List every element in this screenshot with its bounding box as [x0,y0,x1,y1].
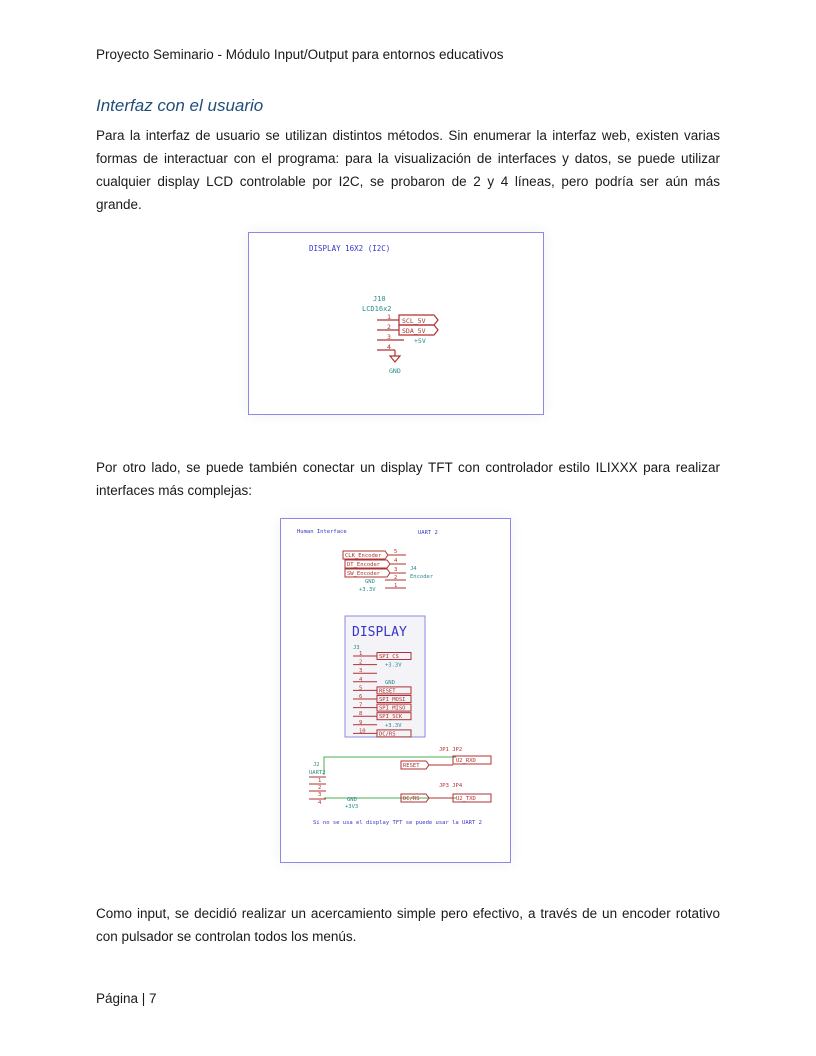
net-label: SPI_CS [379,654,399,660]
net-label: GND [385,679,395,686]
jumper-label: JP3 JP4 [439,783,463,789]
net-label: SPI_SCK [379,714,403,721]
connector-ref: J2 [313,762,320,768]
section-title: Interfaz con el usuario [96,96,264,115]
pin-number: 1 [318,778,322,784]
power-label: +3.3V [359,587,376,593]
pin-number: 2 [318,785,322,791]
pin-number: 2 [394,575,398,581]
power-label: +3V3 [345,804,359,810]
connector-ref: J10 [373,295,386,303]
net-label: SPI_MISO [379,705,406,712]
pin-number: 10 [359,728,366,735]
gnd-label: GND [365,579,375,585]
jumper-label: JP1 JP2 [439,747,463,753]
display-title: DISPLAY [352,625,407,640]
connector-ref: J3 [353,645,360,651]
pin-number: 3 [387,333,391,341]
pin-number: 1 [394,583,398,589]
gnd-label: GND [347,797,357,803]
pin-number: 4 [359,676,363,683]
net-label-sda: SDA_5V [402,327,426,335]
pin-number: 4 [387,343,391,351]
pin-number: 8 [359,711,363,718]
power-label: +5V [414,337,426,345]
lcd-schematic-figure [248,232,544,415]
pin-number: 7 [359,702,363,709]
gnd-label: GND [389,367,401,375]
net-label: RESET [403,763,420,769]
net-label: DC/RS [403,796,420,802]
figure-title: DISPLAY 16X2 (I2C) [309,244,391,253]
connector-part: LCD16x2 [362,305,392,313]
net-label-scl: SCL_5V [402,317,426,325]
uart-title: UART 2 [418,530,438,536]
paragraph-tft: Por otro lado, se puede también conectar un display TFT con controlador estilo ILIXXX para realizar interfaces más complejas: [96,460,720,498]
pin-number: 4 [394,558,398,564]
net-label: CLK_Encoder [345,553,382,559]
pin-number: 3 [359,668,363,675]
net-label: U2_TXD [456,796,476,802]
connector-part: Encoder [410,574,434,580]
net-label: U2_RXD [456,758,476,764]
paragraph-encoder: Como input, se decidió realizar un acercamiento simple pero efectivo, a través de un encoder rotativo con pulsador se controlan todos los menús. [96,906,720,944]
pin-number: 5 [359,685,363,692]
pin-number: 4 [318,800,322,806]
net-label: DC/RS [379,731,396,738]
pin-number: 1 [359,651,363,657]
connector-part: UART2 [309,770,326,776]
connector-ref: J4 [410,566,417,572]
pin-number: 5 [394,549,398,555]
paragraph-intro: Para la interfaz de usuario se utilizan distintos métodos. Sin enumerar la interfaz web, existen varias formas de interactuar con el programa: para la visualización de interfaces y datos, se puede utilizar cualquier display LCD controlable por I2C, se probaron de 2 y 4 líneas, pero podría ser aún más grande. [96,128,720,212]
page-header: Proyecto Seminario - Módulo Input/Output para entornos educativos [96,47,504,62]
net-label: +3.3V [385,722,402,729]
pin-number: 1 [387,313,391,321]
pin-number: 2 [359,659,363,666]
pin-number: 3 [318,792,322,798]
net-label: SPI_MOSI [379,697,406,703]
page-footer: Página | 7 [96,991,157,1006]
pin-number: 9 [359,719,363,726]
figure-title: Human Interface [297,529,347,535]
net-label: RESET [379,688,396,695]
figure-note: Si no se usa el display TFT se puede usar la UART 2 [313,820,482,826]
net-label: +3.3V [385,662,402,669]
net-label: DT_Encoder [347,562,381,568]
pin-number: 6 [359,694,363,700]
pin-number: 2 [387,323,391,331]
tft-schematic-figure [280,518,511,863]
pin-number: 3 [394,567,398,573]
net-label: SW_Encoder [347,571,381,577]
